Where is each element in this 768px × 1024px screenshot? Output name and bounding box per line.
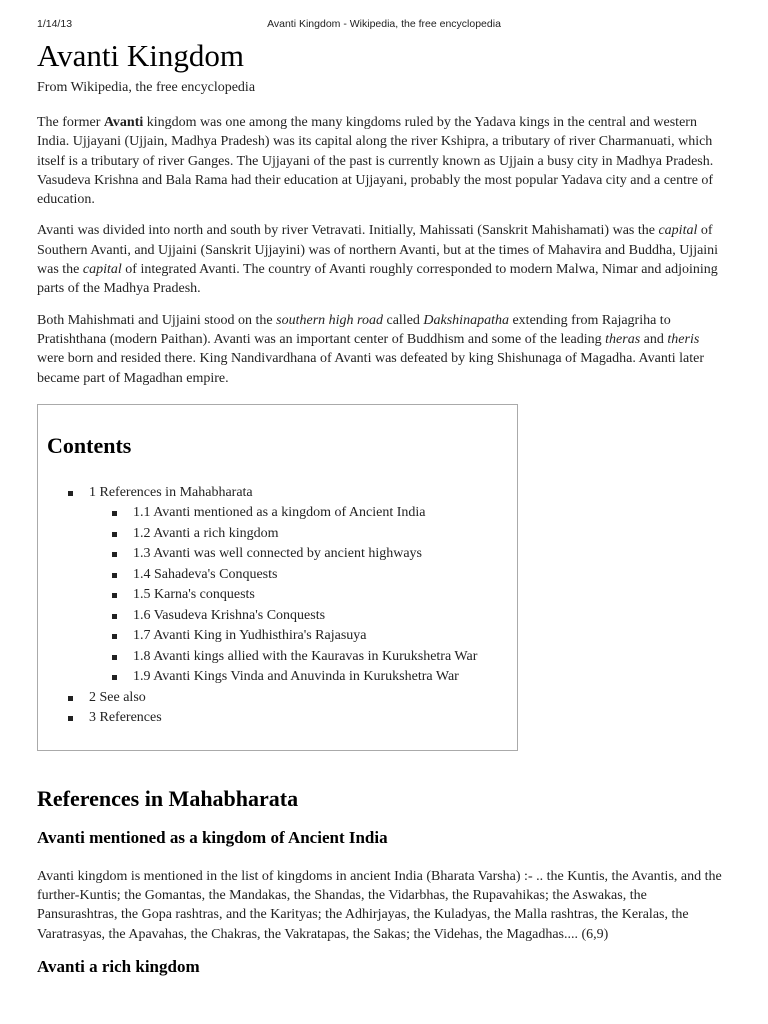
italic-term: southern high road bbox=[276, 312, 383, 328]
text-run: The former bbox=[37, 115, 104, 130]
toc-subitem[interactable]: 1.2 Avanti a rich kingdom bbox=[106, 524, 477, 545]
text-run: of Southern Avanti, and Ujjaini (Sanskrit Ujjayini) was of northern Avanti, but at the times of Mahavira and Buddha, Ujjaini was the bbox=[37, 223, 719, 278]
subsection-paragraph: Avanti kingdom is mentioned in the list of kingdoms in ancient India (Bharata Varsha) :- .. the Kuntis, the Avantis, and the further-Kuntis; the Gomantas, the Mandakas, the Shandas, the Vidarbhas, the Rupavahikas; the Aswakas, the Pansurashtras, the Gopa rashtras, and the Karityas; the Adhirjayas, the Kuladyas, the Malla rashtras, the Keralas, the Varatrasyas, the Apavahas, the Chakras, the Vakratapas, the Sakas; the Videhas, the Magadhas.... (6,9) bbox=[37, 868, 722, 942]
intro-paragraph-2 bbox=[37, 221, 727, 298]
text-run: and bbox=[640, 331, 668, 347]
toc-subitem[interactable]: 1.4 Sahadeva's Conquests bbox=[106, 565, 477, 586]
toc-subitem[interactable]: 1.7 Avanti King in Yudhisthira's Rajasuya bbox=[106, 626, 477, 647]
italic-term: theris bbox=[667, 331, 700, 347]
toc-item-label[interactable]: 2 See also bbox=[89, 689, 146, 705]
toc-subitem[interactable]: 1.1 Avanti mentioned as a kingdom of Ancient India bbox=[106, 503, 477, 524]
bold-term: Avanti bbox=[103, 115, 144, 130]
toc-item[interactable] bbox=[62, 708, 477, 729]
intro-paragraph-1 bbox=[37, 113, 727, 209]
text-run: extending from Rajagriha to Pratishthana (modern Paithan). Avanti was an important center of Buddhism and some of the leading bbox=[37, 312, 671, 347]
italic-term: capital bbox=[658, 223, 698, 239]
table-of-contents bbox=[37, 404, 518, 751]
page-subtitle: From Wikipedia, the free encyclopedia bbox=[37, 80, 256, 95]
toc-subitem[interactable]: 1.9 Avanti Kings Vinda and Anuvinda in Kurukshetra War bbox=[106, 667, 477, 688]
toc-item[interactable] bbox=[62, 483, 477, 688]
toc-subitem[interactable]: 1.8 Avanti kings allied with the Kauravas in Kurukshetra War bbox=[106, 647, 477, 668]
toc-item[interactable] bbox=[62, 688, 477, 709]
text-run: of integrated Avanti. The country of Avanti roughly corresponded to modern Malwa, Nimar and adjoining parts of the Madhya Pradesh. bbox=[37, 262, 718, 297]
article-content bbox=[37, 36, 727, 978]
toc-subitem[interactable]: 1.6 Vasudeva Krishna's Conquests bbox=[106, 606, 477, 627]
text-run: Both Mahishmati and Ujjaini stood on the bbox=[37, 312, 277, 328]
print-page-title: Avanti Kingdom - Wikipedia, the free encyclopedia bbox=[267, 18, 501, 30]
italic-term: capital bbox=[82, 262, 122, 278]
italic-term: theras bbox=[605, 331, 641, 347]
text-run: Avanti was divided into north and south by river Vetravati. Initially, Mahissati (Sanskrit Mahishamati) was the bbox=[37, 223, 659, 239]
toc-title: Contents bbox=[47, 432, 132, 458]
subsection-heading-rich-kingdom: Avanti a rich kingdom bbox=[37, 957, 200, 977]
text-run: were born and resided there. King Nandivardhana of Avanti was defeated by king Shishunaga of Magadha. Avanti later became part of Magadhan empire. bbox=[37, 351, 704, 386]
toc-subitem[interactable]: 1.3 Avanti was well connected by ancient highways bbox=[106, 544, 477, 565]
page-title: Avanti Kingdom bbox=[37, 38, 244, 73]
toc-subitem[interactable]: 1.5 Karna's conquests bbox=[106, 585, 477, 606]
intro-paragraph-3 bbox=[37, 311, 727, 388]
subsection-heading-ancient-india: Avanti mentioned as a kingdom of Ancient India bbox=[37, 827, 388, 847]
toc-sublist bbox=[89, 503, 477, 688]
print-header bbox=[0, 18, 768, 34]
text-run: called bbox=[382, 312, 424, 328]
text-run: kingdom was one among the many kingdoms ruled by the Yadava kings in the central and western India. Ujjayani (Ujjain, Madhya Pradesh) was its capital along the river Kshipra, a tributary of river Charmanuati, which itself is a tributary of river Ganges. The Ujjayani of the past is currently known as Ujjain a busy city in Madhya Pradesh. Vasudeva Krishna and Bala Rama had their education at Ujjayani, probably the most popular Yadava city and a centre of education. bbox=[37, 115, 714, 208]
toc-list bbox=[62, 483, 477, 729]
toc-item-label[interactable]: 3 References bbox=[89, 710, 162, 726]
print-date: 1/14/13 bbox=[37, 18, 73, 30]
section-heading-references: References in Mahabharata bbox=[37, 785, 299, 811]
italic-term: Dakshinapatha bbox=[423, 312, 509, 328]
toc-item-label[interactable]: 1 References in Mahabharata bbox=[89, 484, 253, 500]
